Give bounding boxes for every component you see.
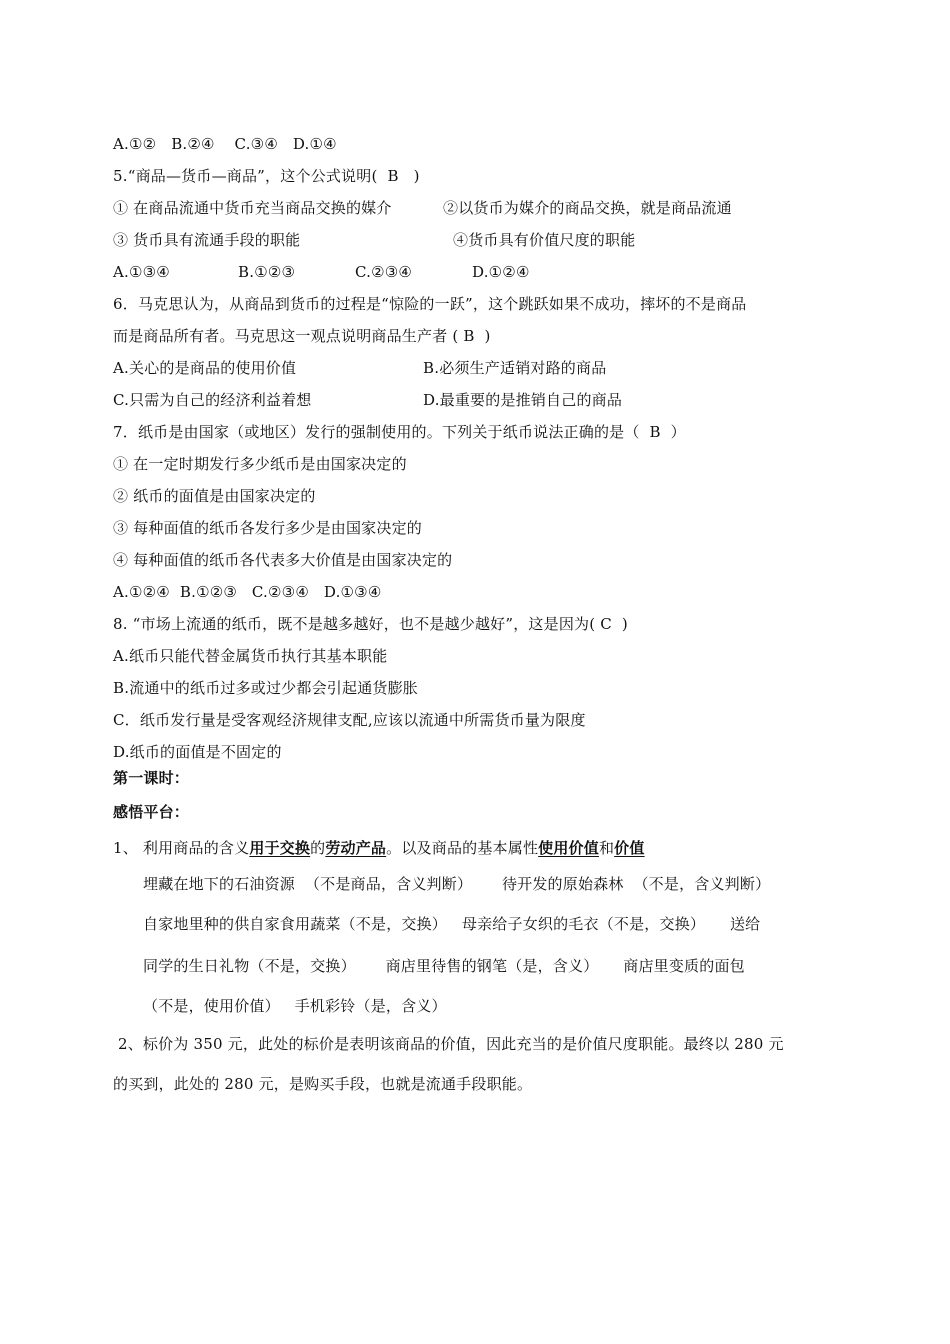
item-1-prefix: 1、 利用商品的含义: [113, 839, 250, 857]
q5-option-d: D.①②④: [472, 263, 530, 281]
item-2-line-2: 的买到，此处的 280 元，是购买手段，也就是流通手段职能。: [113, 1075, 533, 1093]
q8-option-d: D.纸币的面值是不固定的: [113, 743, 282, 761]
item-1-intro: [113, 838, 645, 858]
q7-options: A.①②④ B.①②③ C.②③④ D.①③④: [113, 583, 382, 601]
q5-statement-4: ④货币具有价值尺度的职能: [453, 231, 636, 249]
q6-stem-line-2: 而是商品所有者。马克思这一观点说明商品生产者 ( B ): [113, 327, 491, 345]
q6-stem-line-1: 6．马克思认为，从商品到货币的过程是“惊险的一跃”，这个跳跃如果不成功，摔坏的不是商品: [113, 295, 747, 313]
underline-term-exchange: 用于交换: [249, 839, 311, 857]
underline-term-labor-product: 劳动产品: [325, 839, 387, 857]
q5-option-c: C.②③④: [355, 263, 413, 281]
q5-statement-3: ③ 货币具有流通手段的职能: [113, 231, 301, 249]
q7-statement-3: ③ 每种面值的纸币各发行多少是由国家决定的: [113, 519, 422, 537]
item-1-example-line-1: 埋藏在地下的石油资源 （不是商品，含义判断） 待开发的原始森林 （不是，含义判断）: [143, 875, 771, 893]
item-1-connector-3: 和: [598, 839, 615, 857]
q7-statement-4: ④ 每种面值的纸币各代表多大价值是由国家决定的: [113, 551, 453, 569]
underline-term-value: 价值: [614, 839, 645, 857]
q5-statement-2: ②以货币为媒介的商品交换，就是商品流通: [443, 199, 732, 217]
underline-term-use-value: 使用价值: [538, 839, 599, 857]
q6-option-c: C.只需为自己的经济利益着想: [113, 391, 312, 409]
q6-option-b: B.必须生产适销对路的商品: [423, 359, 607, 377]
q8-option-c: C．纸币发行量是受客观经济规律支配,应该以流通中所需货币量为限度: [113, 711, 586, 729]
q5-stem: 5.“商品—货币—商品”，这个公式说明( B ): [113, 167, 420, 185]
q8-option-a: A.纸币只能代替金属货币执行其基本职能: [113, 647, 388, 665]
q4-options: A.①② B.②④ C.③④ D.①④: [113, 135, 337, 153]
lesson-title: 第一课时：: [113, 769, 190, 787]
q7-statement-1: ① 在一定时期发行多少纸币是由国家决定的: [113, 455, 407, 473]
q6-option-a: A.关心的是商品的使用价值: [113, 359, 297, 377]
item-1-connector-2: 。以及商品的基本属性: [386, 839, 539, 857]
item-1-example-line-2: 自家地里种的供自家食用蔬菜（不是，交换） 母亲给子女织的毛衣（不是，交换） 送给: [143, 915, 761, 933]
platform-title: 感悟平台：: [113, 803, 190, 821]
item-1-connector-1: 的: [310, 839, 326, 857]
q7-statement-2: ② 纸币的面值是由国家决定的: [113, 487, 316, 505]
q6-option-d: D.最重要的是推销自己的商品: [423, 391, 623, 409]
q5-statement-1: ① 在商品流通中货币充当商品交换的媒介: [113, 199, 392, 217]
q5-option-b: B.①②③: [238, 263, 296, 281]
item-2-line-1: 2、标价为 350 元，此处的标价是表明该商品的价值，因此充当的是价值尺度职能。最终以 280 元: [113, 1035, 784, 1053]
q5-option-a: A.①③④: [113, 263, 170, 281]
q8-stem: 8. “市场上流通的纸币，既不是越多越好，也不是越少越好”，这是因为( C ): [113, 615, 628, 633]
q8-option-b: B.流通中的纸币过多或过少都会引起通货膨胀: [113, 679, 418, 697]
item-1-example-line-3: 同学的生日礼物（不是，交换） 商店里待售的钢笔（是，含义） 商店里变质的面包: [143, 957, 745, 975]
q7-stem: 7．纸币是由国家（或地区）发行的强制使用的。下列关于纸币说法正确的是（ B ）: [113, 423, 686, 441]
item-1-example-line-4: （不是，使用价值） 手机彩铃（是，含义）: [143, 997, 447, 1015]
